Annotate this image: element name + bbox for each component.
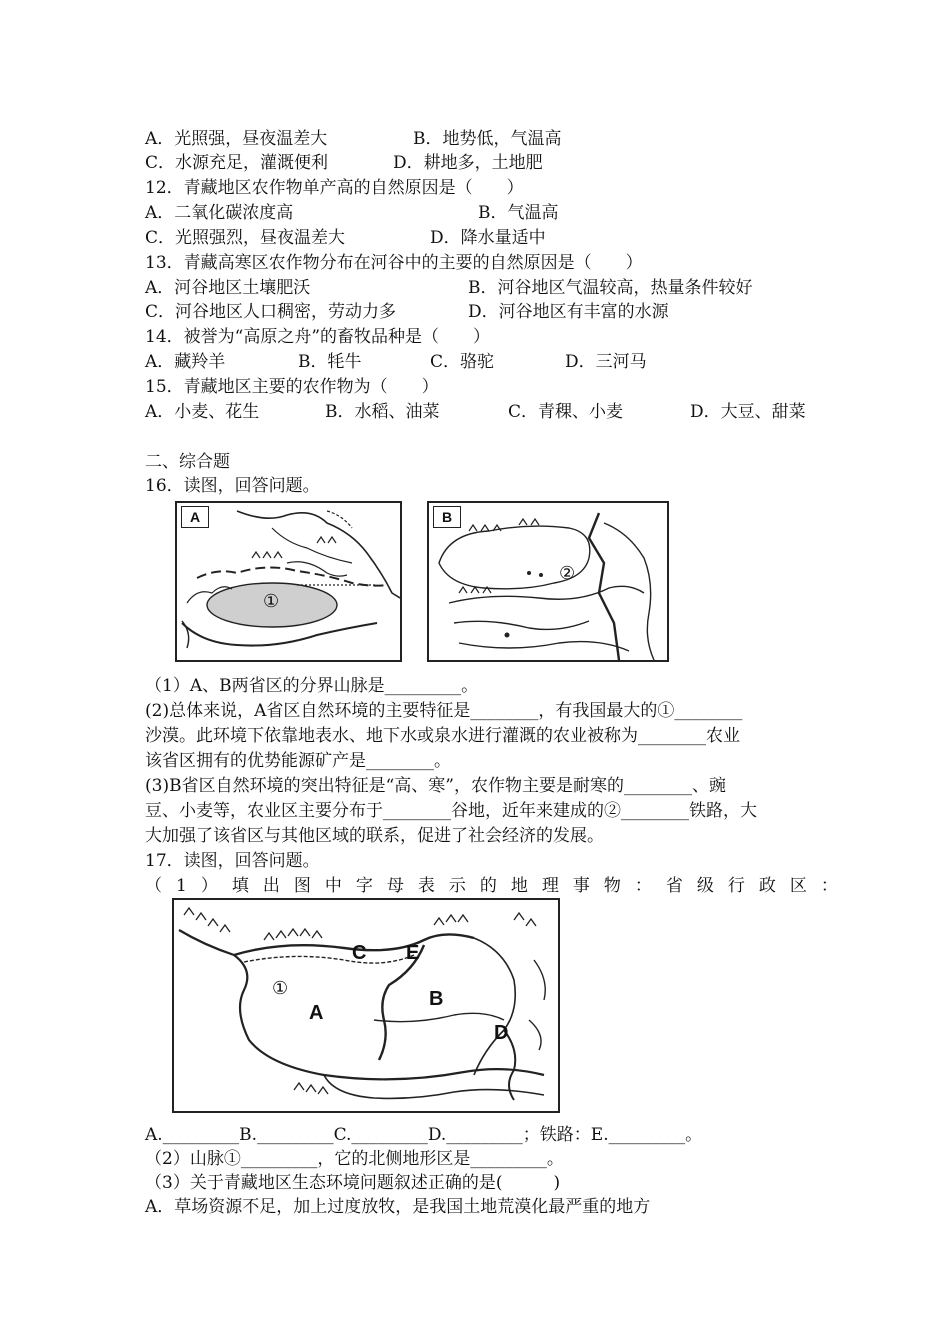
map-label-a: A	[309, 1002, 324, 1024]
q17-part1-blanks: A._________B._________C._________D._________；铁路：E._________。	[145, 1125, 703, 1145]
q11-option-a: A．光照强，昼夜温差大	[145, 129, 328, 149]
q15-stem: 15．青藏地区主要的农作物为（ ）	[145, 377, 439, 397]
q12-option-c: C．光照强烈，昼夜温差大	[145, 228, 346, 248]
map-b	[427, 501, 669, 662]
map-a	[175, 501, 402, 662]
q16-part2-line2: 沙漠。此环境下依靠地表水、地下水或泉水进行灌溉的农业被称为________农业	[145, 726, 740, 746]
map-label-d: D	[494, 1022, 509, 1044]
q17-stem: 17．读图，回答问题。	[145, 851, 320, 871]
map-label-circle-1: ①	[272, 978, 289, 999]
q16-part3-line3: 大加强了该省区与其他区域的联系，促进了社会经济的发展。	[145, 826, 604, 846]
section-title: 二、综合题	[145, 452, 230, 472]
q13-stem: 13．青藏高寒区农作物分布在河谷中的主要的自然原因是（ ）	[145, 253, 643, 273]
q16-stem: 16．读图，回答问题。	[145, 476, 320, 496]
map-a-tag: A	[181, 506, 209, 528]
q12-option-d: D．降水量适中	[430, 228, 546, 248]
q13-option-b: B．河谷地区气温较高，热量条件较好	[468, 278, 753, 298]
q11-option-c: C．水源充足，灌溉便利	[145, 153, 329, 173]
map-q17-drawing	[174, 900, 558, 1111]
q16-part1: （1）A、B两省区的分界山脉是_________。	[145, 676, 479, 696]
q16-part3-line2: 豆、小麦等，农业区主要分布于________谷地，近年来建成的②________铁路，大	[145, 801, 757, 821]
q13-option-a: A．河谷地区土壤肥沃	[145, 278, 311, 298]
q14-option-a: A．藏羚羊	[145, 352, 226, 372]
map-a-circle-1: ①	[263, 591, 280, 612]
map-b-tag: B	[433, 506, 461, 528]
q17-part1-intro: （1）填出图中字母表示的地理事物：省级行政区：	[145, 876, 852, 896]
q11-option-d: D．耕地多，土地肥	[393, 153, 543, 173]
map-label-b: B	[429, 988, 444, 1010]
q17-part2: （2）山脉①_________，它的北侧地形区是_________。	[145, 1149, 564, 1169]
q14-option-d: D．三河马	[565, 352, 647, 372]
q15-option-c: C．青稞、小麦	[508, 402, 624, 422]
q12-stem: 12．青藏地区农作物单产高的自然原因是（ ）	[145, 178, 524, 198]
q14-option-c: C．骆驼	[430, 352, 495, 372]
q11-option-b: B．地势低，气温高	[413, 129, 562, 149]
q15-option-b: B．水稻、油菜	[325, 402, 440, 422]
q13-option-c: C．河谷地区人口稠密，劳动力多	[145, 302, 397, 322]
q12-option-a: A．二氧化碳浓度高	[145, 203, 294, 223]
map-label-e: E	[406, 942, 420, 964]
map-a-drawing	[177, 503, 400, 660]
q14-stem: 14．被誉为“高原之舟”的畜牧品种是（ ）	[145, 327, 491, 347]
q14-option-b: B．牦牛	[298, 352, 362, 372]
map-b-circle-2: ②	[559, 563, 576, 584]
q16-part2-line3: 该省区拥有的优势能源矿产是________。	[145, 751, 451, 771]
map-b-drawing	[429, 503, 667, 660]
q17-part3: （3）关于青藏地区生态环境问题叙述正确的是( )	[145, 1173, 561, 1193]
q16-part3-line1: (3)B省区自然环境的突出特征是“高、寒”，农作物主要是耐寒的________、豌	[145, 776, 726, 796]
q12-option-b: B．气温高	[478, 203, 559, 223]
q15-option-a: A．小麦、花生	[145, 402, 260, 422]
map-q17	[172, 898, 560, 1113]
q13-option-d: D．河谷地区有丰富的水源	[468, 302, 669, 322]
q17-part3-option-a: A．草场资源不足，加上过度放牧，是我国土地荒漠化最严重的地方	[145, 1197, 651, 1217]
q16-part2-line1: (2)总体来说，A省区自然环境的主要特征是________，有我国最大的①________	[145, 701, 743, 721]
map-label-c: C	[352, 942, 367, 964]
q15-option-d: D．大豆、甜菜	[690, 402, 806, 422]
